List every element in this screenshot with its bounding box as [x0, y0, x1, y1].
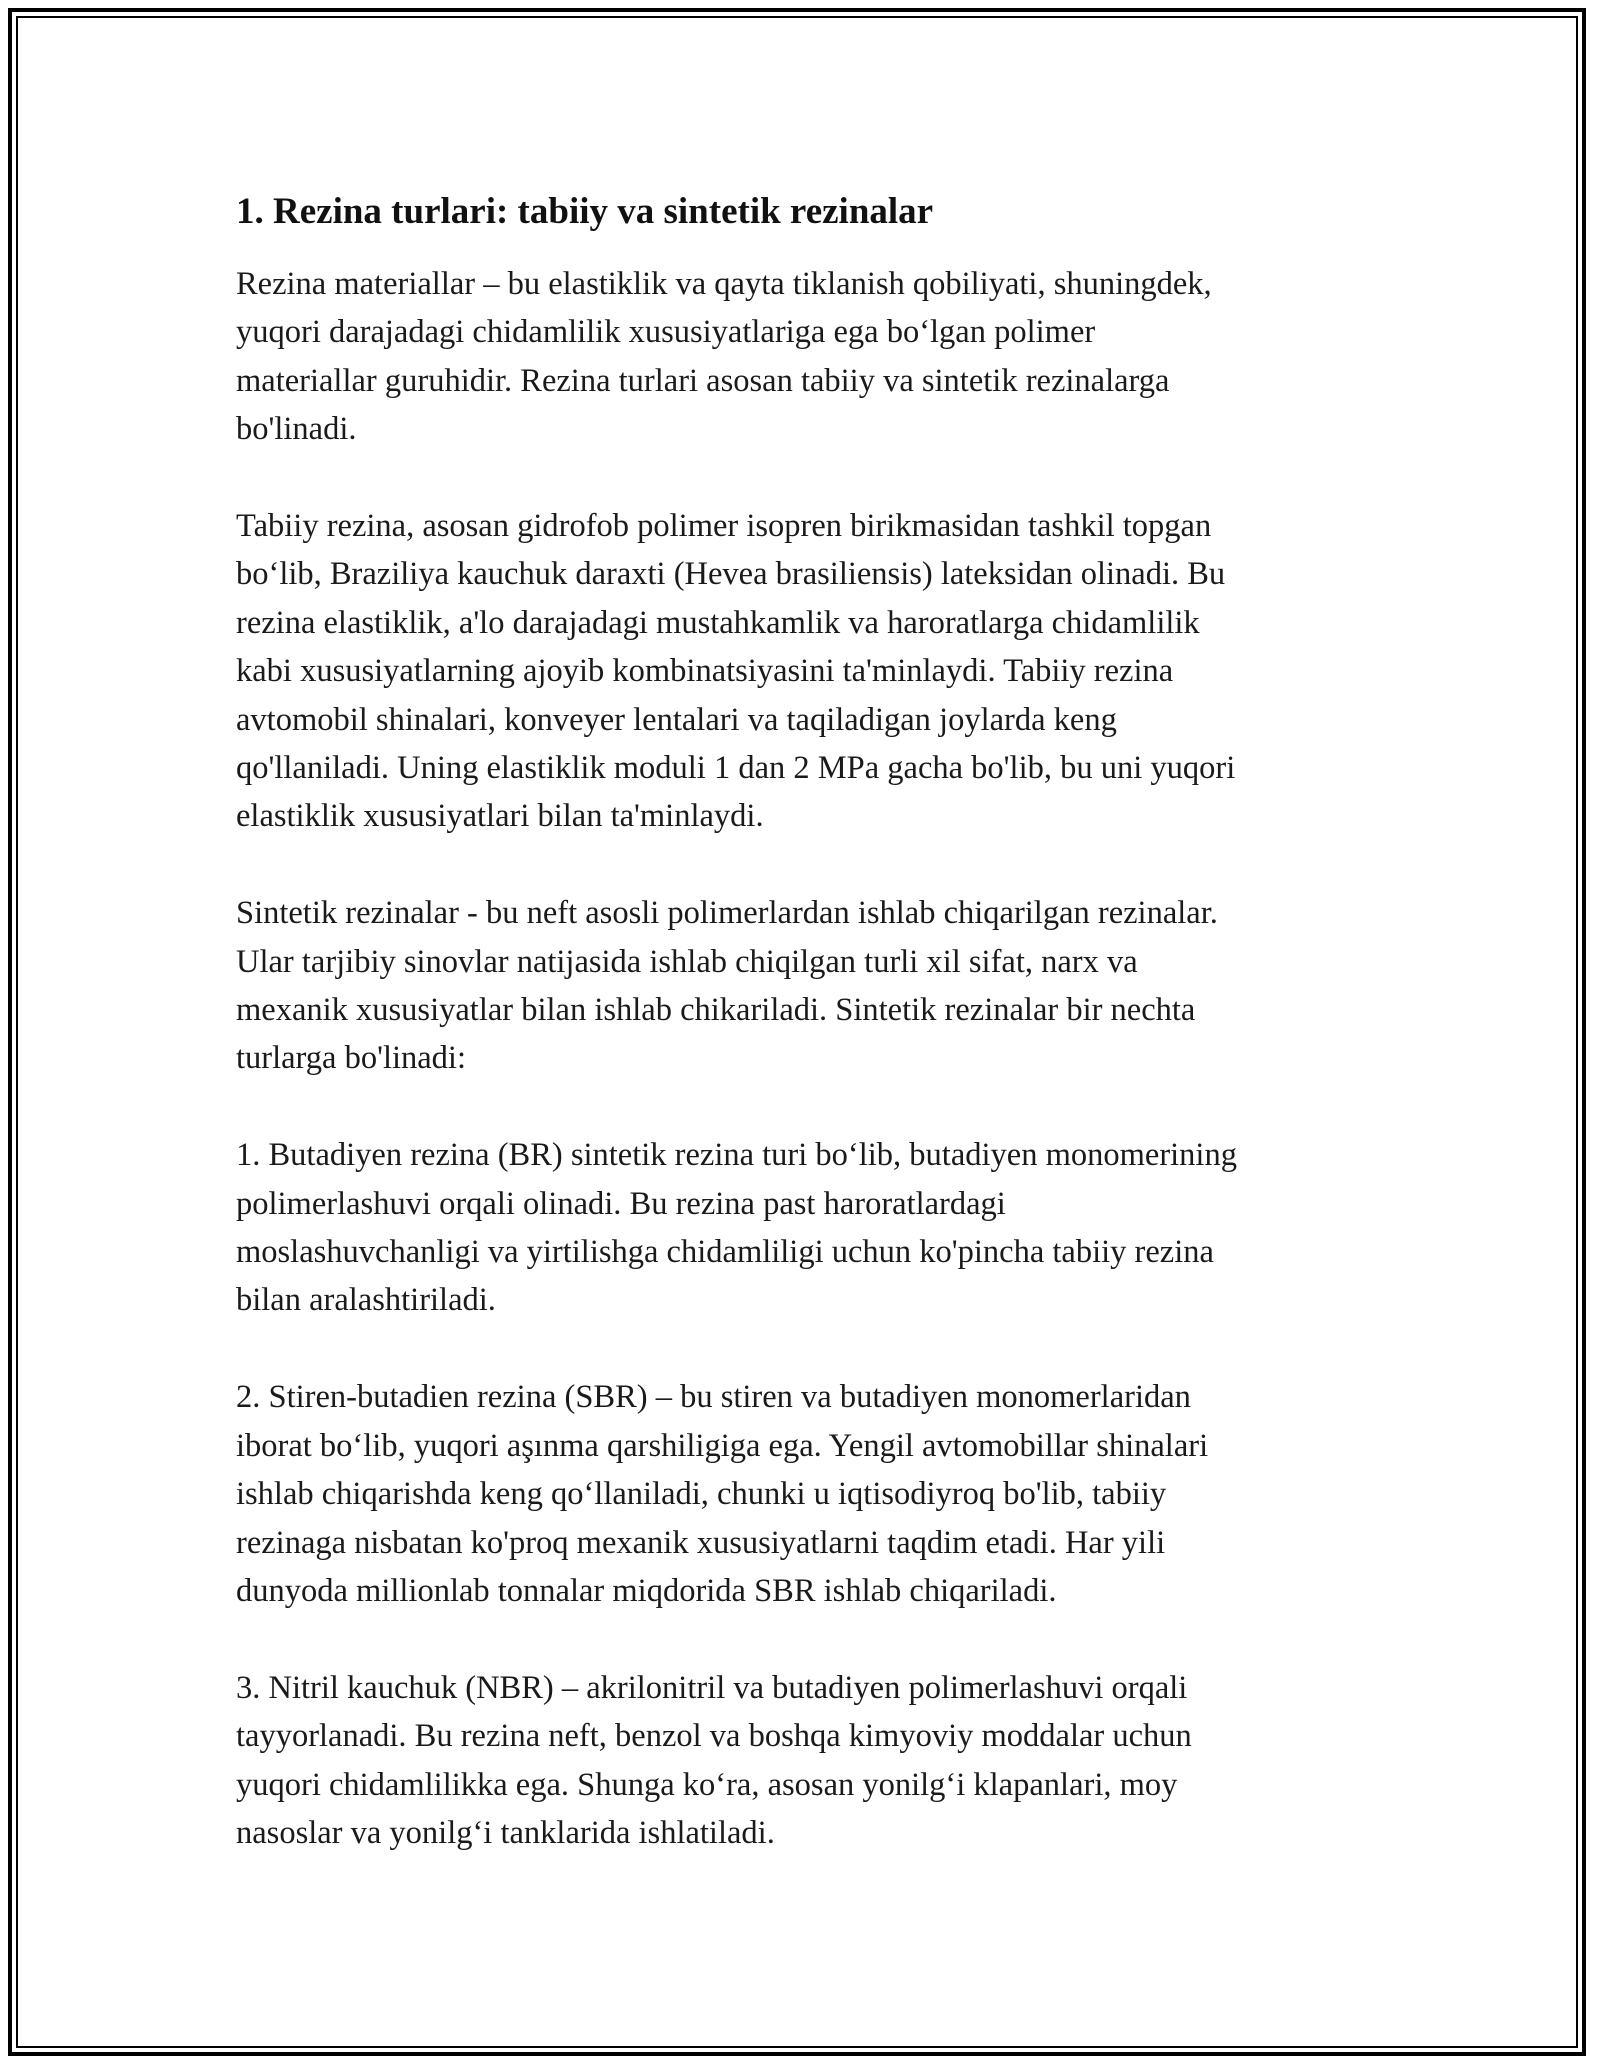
paragraph-intro: Rezina materiallar – bu elastiklik va qayta tiklanish qobiliyati, shuningdek, yuqori darajadagi chidamlilik xususiyatlariga ega bo‘lgan polimer materiallar guruhidir. Rezina turlari asosan tabiiy va sintetik rezinalarga bo'linadi.: [236, 266, 1212, 448]
list-item-butadiene-rubber: 1. Butadiyen rezina (BR) sintetik rezina turi bo‘lib, butadiyen monomerining polimerlashuvi orqali olinadi. Bu rezina past haroratlardagi moslashuvchanligi va yirtilishga chidamliligi uchun ko'pincha tabiiy rezina bilan aralashtiriladi.: [236, 1137, 1237, 1319]
section-heading: 1. Rezina turlari: tabiiy va sintetik rezinalar: [236, 191, 934, 232]
list-item-styrene-butadiene-rubber: 2. Stiren-butadien rezina (SBR) – bu stiren va butadiyen monomerlaridan iborat bo‘lib, yuqori aşınma qarshiligiga ega. Yengil avtomobillar shinalari ishlab chiqarishda keng qo‘llaniladi, chunki u iqtisodiyroq bo'lib, tabiiy rezinaga nisbatan ko'proq mexanik xususiyatlarni taqdim etadi. Har yili dunyoda millionlab tonnalar miqdorida SBR ishlab chiqariladi.: [236, 1379, 1209, 1609]
list-item-nitrile-rubber: 3. Nitril kauchuk (NBR) – akrilonitril va butadiyen polimerlashuvi orqali tayyorlanadi. Bu rezina neft, benzol va boshqa kimyoviy moddalar uchun yuqori chidamlilikka ega. Shunga ko‘ra, asosan yonilg‘i klapanlari, moy nasoslar va yonilg‘i tanklarida ishlatiladi.: [236, 1669, 1192, 1851]
document-body: [236, 188, 1386, 1906]
paragraph-natural-rubber: Tabiiy rezina, asosan gidrofob polimer isopren birikmasidan tashkil topgan bo‘lib, Braziliya kauchuk daraxti (Hevea brasiliensis) lateksidan olinadi. Bu rezina elastiklik, a'lo darajadagi mustahkamlik va haroratlarga chidamlilik kabi xususiyatlarning ajoyib kombinatsiyasini ta'minlaydi. Tabiiy rezina avtomobil shinalari, konveyer lentalari va taqiladigan joylarda keng qo'llaniladi. Uning elastiklik moduli 1 dan 2 MPa gacha bo'lib, bu uni yuqori elastiklik xususiyatlari bilan ta'minlaydi.: [236, 508, 1236, 835]
paragraph-synthetic-rubber: Sintetik rezinalar - bu neft asosli polimerlardan ishlab chiqarilgan rezinalar. Ular tarjibiy sinovlar natijasida ishlab chiqilgan turli xil sifat, narx va mexanik xususiyatlar bilan ishlab chikariladi. Sintetik rezinalar bir nechta turlarga bo'linadi:: [236, 895, 1218, 1077]
